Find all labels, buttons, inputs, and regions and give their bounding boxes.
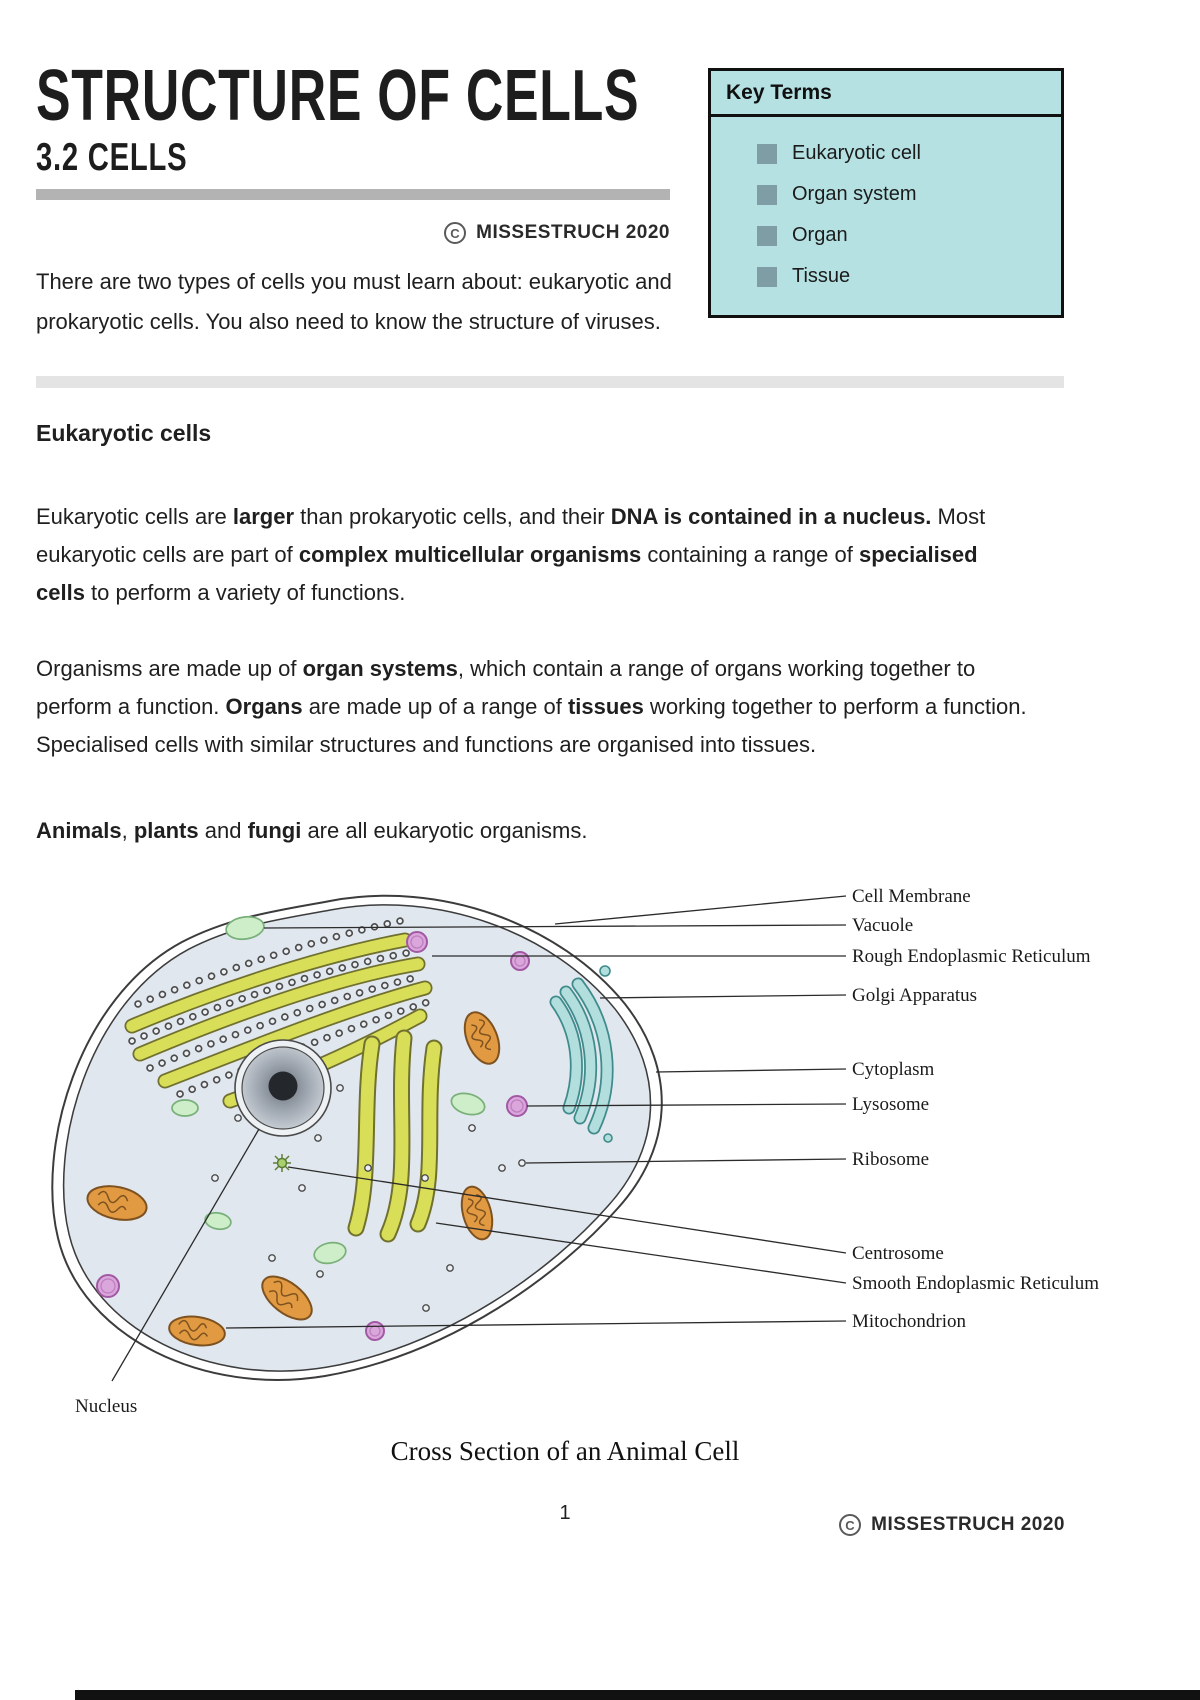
key-term-label: Tissue (792, 265, 851, 287)
golgi-vesicle (604, 1134, 612, 1142)
copyright-icon: C (839, 1514, 861, 1536)
label-vacuole: Vacuole (852, 915, 914, 936)
label-ribosome: Ribosome (852, 1149, 930, 1170)
header-copyright (36, 222, 670, 244)
footer-copyright-text: MISSESTRUCH 2020 (871, 1514, 1065, 1535)
diagram-caption: Cross Section of an Animal Cell (390, 1436, 740, 1466)
ribosome-labeled (519, 1160, 525, 1166)
page-number: 1 (559, 1502, 571, 1524)
checkbox-icon (757, 267, 777, 287)
bottom-edge-bar (75, 1690, 1200, 1700)
page-title: STRUCTURE OF CELLS (36, 56, 640, 136)
label-rough-er: Rough Endoplasmic Reticulum (852, 946, 1091, 967)
key-term-item (711, 174, 1061, 215)
footer-copyright (839, 1514, 1065, 1536)
label-centrosome: Centrosome (852, 1243, 944, 1264)
checkbox-icon (757, 185, 777, 205)
page-subtitle: 3.2 CELLS (36, 136, 188, 179)
label-cytoplasm: Cytoplasm (852, 1059, 935, 1080)
copyright-icon: C (444, 222, 466, 244)
centrosome-shape (273, 1154, 291, 1172)
checkbox-icon (757, 226, 777, 246)
label-mitochondrion: Mitochondrion (852, 1311, 966, 1332)
key-term-label: Eukaryotic cell (792, 142, 921, 164)
nucleus-shape (235, 1040, 331, 1136)
intro-paragraph: There are two types of cells you must learn about: eukaryotic and prokaryotic cells. You also need to know the structure of viruses. (36, 269, 672, 334)
cell-membrane-shape (52, 896, 661, 1380)
label-nucleus: Nucleus (75, 1396, 138, 1417)
key-term-label: Organ (792, 224, 848, 246)
animal-cell-illustration (20, 876, 1180, 1436)
paragraph-examples: Animals, plants and fungi are all eukaryotic organisms. (36, 818, 588, 843)
label-smooth-er: Smooth Endoplasmic Reticulum (852, 1273, 1099, 1294)
section-heading: Eukaryotic cells (36, 420, 212, 446)
paragraph-eukaryotic-description: Eukaryotic cells are larger than prokaryotic cells, and their DNA is contained in a nucleus. Most eukaryotic cells are part of complex multicellular organisms containing a range of specialised cells to perform a variety of functions. (36, 504, 986, 605)
key-terms-list (711, 117, 1061, 315)
label-lysosome: Lysosome (852, 1094, 930, 1115)
key-term-item (711, 215, 1061, 256)
key-term-item (711, 133, 1061, 174)
title-underline-bar (36, 189, 670, 200)
leader-cytoplasm (656, 1069, 846, 1072)
section-divider-bar (36, 376, 1064, 388)
label-cell-membrane: Cell Membrane (852, 886, 971, 907)
header-copyright-text: MISSESTRUCH 2020 (476, 222, 670, 243)
key-term-label: Organ system (792, 183, 917, 205)
golgi-vesicle (600, 966, 610, 976)
leader-golgi (600, 995, 846, 998)
checkbox-icon (757, 144, 777, 164)
key-term-item (711, 256, 1061, 297)
paragraph-organisation: Organisms are made up of organ systems, which contain a range of organs working together to perform a function. Organs are made up of a range of tissues working together to perform a function. Specialised cells with similar structures and functions are organised into tissues. (36, 656, 1027, 757)
cell-diagram (20, 876, 1180, 1467)
key-terms-title: Key Terms (711, 71, 1061, 117)
leader-cell-membrane (555, 896, 846, 924)
nucleolus (269, 1072, 298, 1101)
label-golgi: Golgi Apparatus (852, 985, 978, 1006)
key-terms-box (708, 68, 1064, 318)
